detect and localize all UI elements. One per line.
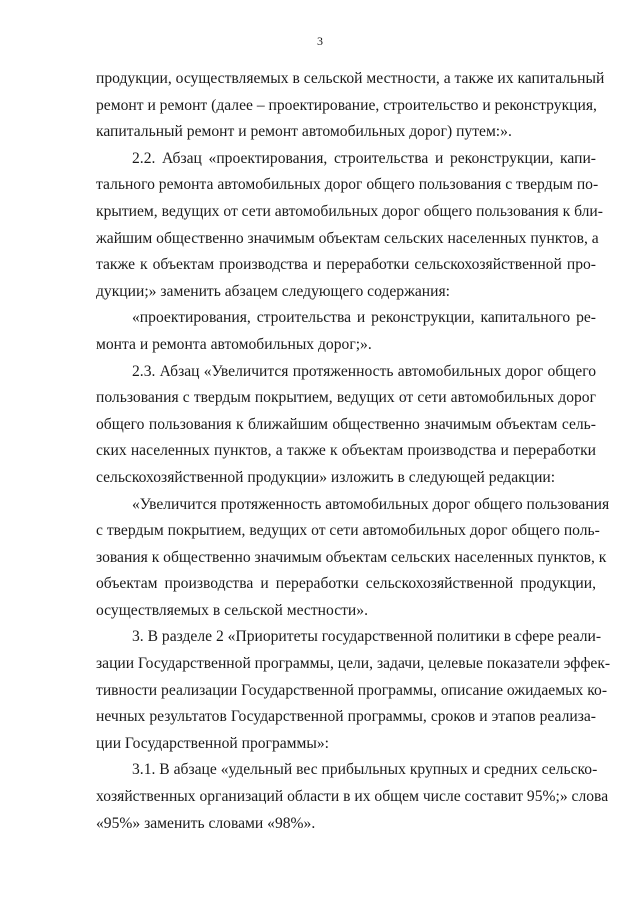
paragraph-3-1	[96, 757, 609, 837]
paragraph-quote-2-3	[96, 492, 610, 625]
text-line: монта и ремонта автомобильных дорог;».	[96, 335, 372, 353]
text-line: жайшим общественно значимым объектам сельских населенных пунктов, а	[96, 229, 599, 247]
text-line: «95%» заменить словами «98%».	[96, 814, 316, 832]
text-line: нечных результатов Государственной программы, сроков и этапов реализа-	[96, 708, 596, 726]
paragraph-2-3	[96, 359, 596, 492]
text-line: с твердым покрытием, ведущих от сети автомобильных дорог общего поль-	[96, 522, 600, 540]
text-line: также к объектам производства и переработки сельскохозяйственной про-	[96, 256, 596, 274]
page-number: 3	[317, 34, 323, 48]
text-line: тивности реализации Государственной программы, описание ожидаемых ко-	[96, 681, 608, 699]
paragraph-3	[96, 624, 611, 757]
text-line: «проектирования, строительства и реконструкции, капитального ре-	[132, 309, 596, 327]
text-line: 3. В разделе 2 «Приоритеты государственной политики в сфере реали-	[132, 628, 602, 646]
text-line: «Увеличится протяженность автомобильных дорог общего пользования	[132, 495, 610, 513]
document-body	[96, 66, 611, 837]
text-line: сельскохозяйственной продукции» изложить в следующей редакции:	[96, 468, 556, 486]
text-line: пользования с твердым покрытием, ведущих от сети автомобильных дорог	[96, 389, 596, 407]
text-line: 2.3. Абзац «Увеличится протяженность автомобильных дорог общего	[132, 362, 596, 380]
paragraph-continuation	[96, 66, 605, 146]
text-line: зации Государственной программы, цели, задачи, целевые показатели эффек-	[96, 655, 611, 673]
paragraph-quote-2-2	[96, 305, 596, 358]
text-line: осуществляемых в сельской местности».	[96, 601, 368, 619]
text-line: общего пользования к ближайшим общественно значимым объектам сель-	[96, 415, 596, 433]
text-line: 2.2. Абзац «проектирования, строительства и реконструкции, капи-	[132, 149, 596, 167]
text-line: тального ремонта автомобильных дорог общего пользования с твердым по-	[96, 176, 599, 194]
text-line: 3.1. В абзаце «удельный вес прибыльных крупных и средних сельско-	[132, 761, 598, 779]
text-line: капитальный ремонт и ремонт автомобильных дорог) путем:».	[96, 123, 512, 141]
text-line: хозяйственных организаций области в их общем числе составит 95%;» слова	[96, 788, 609, 806]
text-line: ции Государственной программы»:	[96, 734, 329, 752]
text-line: крытием, ведущих от сети автомобильных дорог общего пользования к бли-	[96, 202, 603, 220]
text-line: ских населенных пунктов, а также к объектам производства и переработки	[96, 442, 596, 460]
text-line: объектам производства и переработки сельскохозяйственной продукции,	[96, 575, 596, 593]
text-line: продукции, осуществляемых в сельской местности, а также их капитальный	[96, 70, 605, 87]
text-line: дукции;» заменить абзацем следующего содержания:	[96, 282, 450, 300]
text-line: ремонт и ремонт (далее – проектирование, строительство и реконструкция,	[96, 96, 597, 114]
paragraph-2-2	[96, 146, 603, 306]
text-line: зования к общественно значимым объектам сельских населенных пунктов, к	[96, 548, 607, 566]
